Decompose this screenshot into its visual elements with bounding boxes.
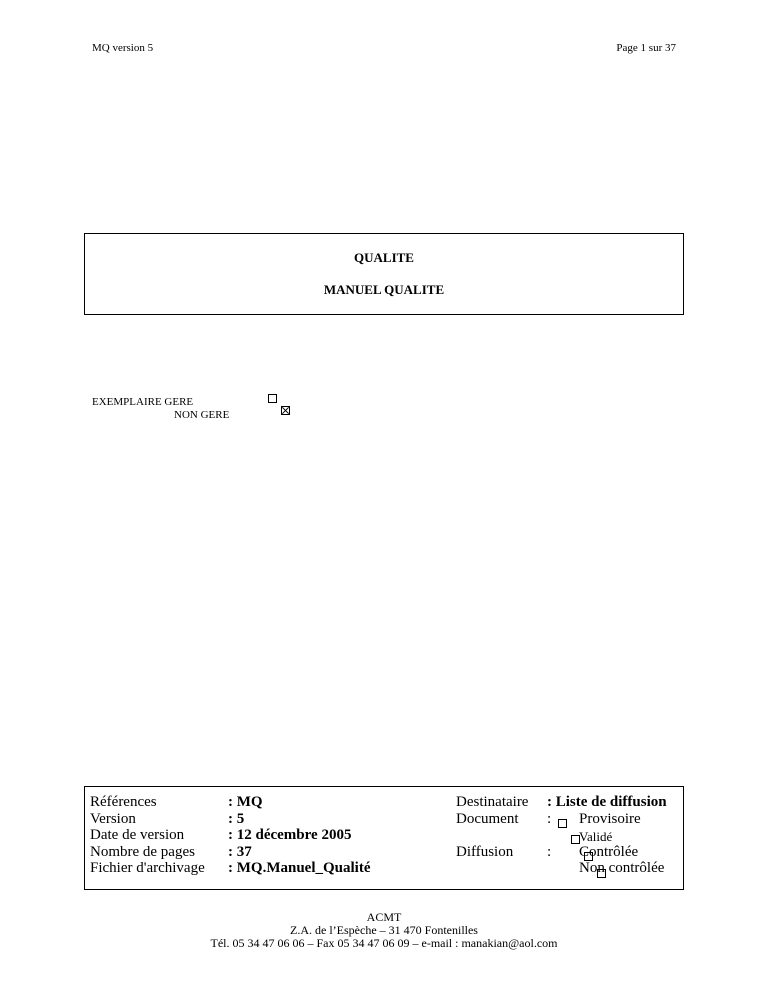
title-box bbox=[84, 233, 684, 315]
value-references: : MQ bbox=[228, 794, 263, 810]
value-destinataire: : Liste de diffusion bbox=[547, 794, 667, 810]
references-labels bbox=[90, 794, 205, 877]
label-document: Document bbox=[456, 810, 519, 827]
references-box bbox=[84, 786, 684, 890]
option-controlee: Contrôlée bbox=[579, 843, 639, 860]
footer-address: Z.A. de l’Espèche – 31 470 Fontenilles bbox=[290, 923, 478, 937]
label-references: Références bbox=[90, 794, 157, 810]
label-fichier-archivage: Fichier d'archivage bbox=[90, 860, 205, 877]
document-colon: : bbox=[547, 810, 552, 827]
diffusion-colon: : bbox=[547, 843, 552, 860]
label-exemplaire-gere: EXEMPLAIRE GERE bbox=[92, 396, 194, 408]
option-provisoire: Provisoire bbox=[579, 810, 641, 827]
value-date-version: : 12 décembre 2005 bbox=[228, 827, 352, 844]
header-version: MQ version 5 bbox=[92, 42, 154, 54]
title-qualite: QUALITE bbox=[354, 250, 414, 265]
checkbox-provisoire[interactable] bbox=[558, 819, 567, 828]
footer-company: ACMT bbox=[366, 910, 402, 924]
header-page-number: Page 1 sur 37 bbox=[616, 42, 676, 54]
checkbox-non-gere[interactable] bbox=[281, 406, 290, 415]
value-nombre-pages: : 37 bbox=[228, 843, 252, 860]
label-destinataire: Destinataire bbox=[456, 794, 529, 810]
label-nombre-pages: Nombre de pages bbox=[90, 843, 195, 860]
label-non-gere: NON GERE bbox=[174, 409, 230, 421]
option-valide: Validé bbox=[579, 829, 613, 844]
value-version: : 5 bbox=[228, 810, 245, 827]
footer-contact: Tél. 05 34 47 06 06 – Fax 05 34 47 06 09 – e-mail : manakian@aol.com bbox=[210, 936, 558, 950]
references-values bbox=[228, 794, 371, 877]
option-non-controlee: Non contrôlée bbox=[579, 860, 665, 877]
label-date-version: Date de version bbox=[90, 827, 185, 844]
value-fichier-archivage: : MQ.Manuel_Qualité bbox=[228, 860, 371, 877]
title-manuel-qualite: MANUEL QUALITE bbox=[323, 282, 445, 297]
label-version: Version bbox=[90, 810, 136, 827]
checkbox-gere[interactable] bbox=[268, 394, 277, 403]
label-diffusion: Diffusion bbox=[456, 843, 514, 860]
